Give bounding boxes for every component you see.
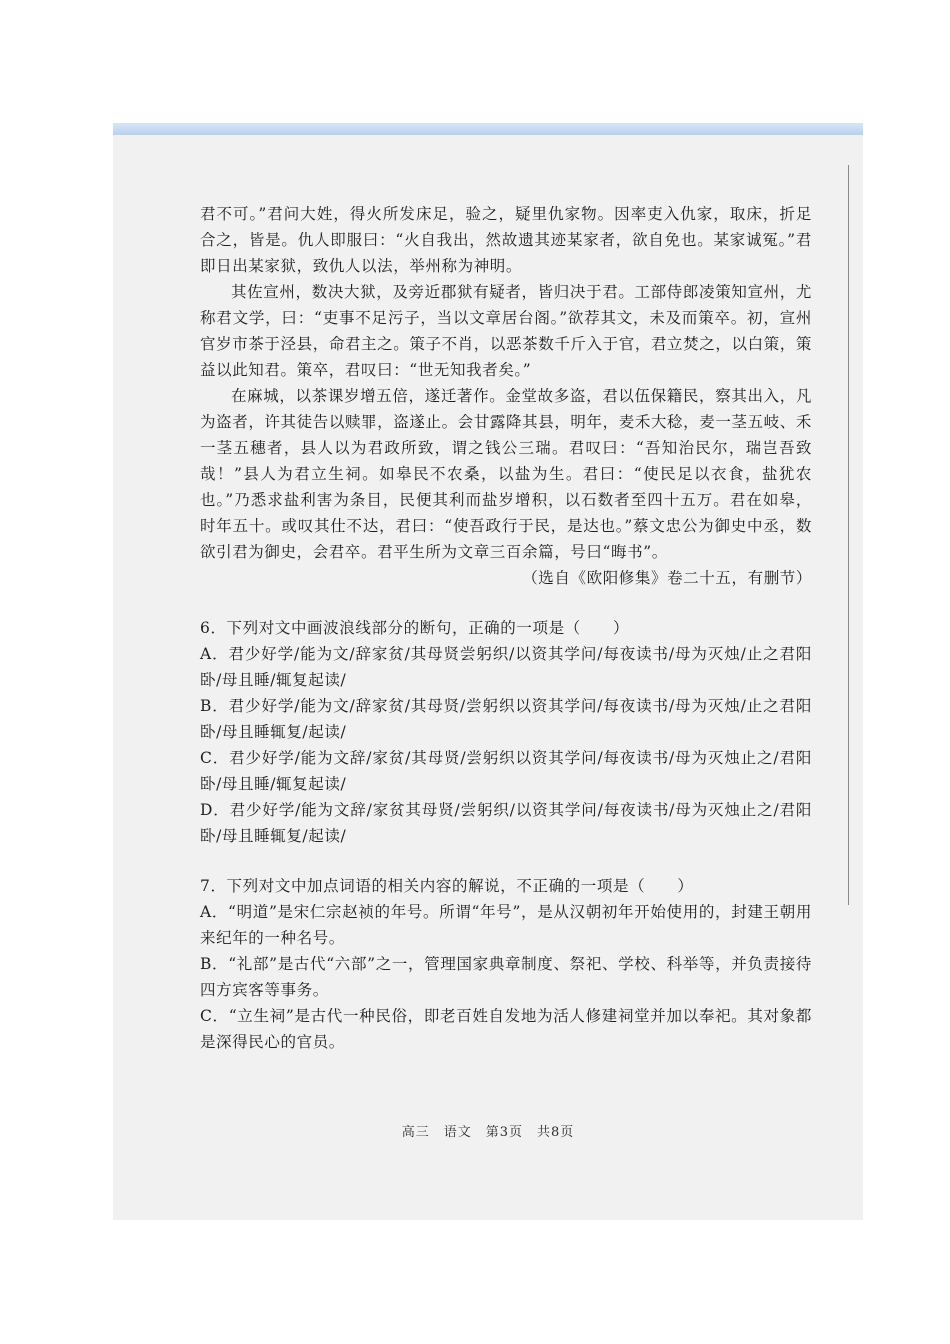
question-6-stem: 6．下列对文中画波浪线部分的断句，正确的一项是（ ）: [200, 619, 630, 637]
question-6-option-b: B．君少好学/能为文/辞家贫/其母贤/尝躬织以资其学问/每夜读书/母为灭烛/止之君阳卧/母且睡辄复/起读/: [200, 697, 812, 741]
page-edge-line: [848, 165, 849, 905]
question-7-option-c: C．“立生祠”是古代一种民俗，即老百姓自发地为活人修建祠堂并加以奉祀。其对象都是深得民心的官员。: [200, 1007, 812, 1051]
question-7-stem: 7．下列对文中加点词语的相关内容的解说，不正确的一项是（ ）: [200, 877, 694, 895]
scan-top-bar: [113, 123, 863, 135]
passage-paragraph-2: 其佐宣州，数决大狱，及旁近郡狱有疑者，皆归决于君。工部侍郎凌策知宣州，尤称君文学，曰：“吏事不足污子，当以文章居台阁。”欲荐其文，未及而策卒。初，宣州官岁市茶于泾县，命君主之。策子不肖，以恶茶数千斤入于官，君立焚之，以白策，策益以此知君。策卒，君叹曰：“世无知我者矣。”: [200, 283, 812, 379]
question-6: [200, 615, 812, 849]
page-footer: 高三 语文 第3页 共8页: [401, 1125, 575, 1140]
question-6-option-a: A．君少好学/能为文/辞家贫/其母贤尝躬织/以资其学问/每夜读书/母为灭烛/止之君阳卧/母且睡/辄复起读/: [200, 645, 812, 689]
passage-paragraph-3: 在麻城，以茶课岁增五倍，遂迁著作。金堂故多盗，君以伍保籍民，察其出入，凡为盗者，许其徒告以赎罪，盗遂止。会甘露降其县，明年，麦禾大稔，麦一茎五岐、禾一茎五穗者，县人以为君政所致，谓之钱公三瑞。君叹曰：“吾知治民尔，瑞岂吾致哉！”县人为君立生祠。如皋民不农桑，以盐为生。君曰：“使民足以衣食，盐犹农也。”乃悉求盐利害为条目，民便其利而盐岁增积，以石数者至四十五万。君在如皋，时年五十。或叹其仕不达，君曰：“使吾政行于民，是达也。”蔡文忠公为御史中丞，数欲引君为御史，会君卒。君平生所为文章三百余篇，号曰“晦书”。: [200, 387, 812, 561]
passage-paragraph-1: 君不可。”君问大姓，得火所发床足，验之，疑里仇家物。因率吏入仇家，取床，折足合之，皆是。仇人即服曰：“火自我出，然故遗其迹某家者，欲自免也。某家诚冤。”君即日出某家狱，致仇人以法，举州称为神明。: [200, 205, 812, 275]
question-7-option-a: A．“明道”是宋仁宗赵祯的年号。所谓“年号”，是从汉朝初年开始使用的，封建王朝用来纪年的一种名号。: [200, 903, 812, 947]
question-7: [200, 873, 812, 1055]
passage-source: （选自《欧阳修集》卷二十五，有删节）: [522, 569, 812, 587]
exam-content: [200, 201, 812, 1055]
question-6-option-c: C．君少好学/能为文辞/家贫/其母贤/尝躬织以资其学问/每夜读书/母为灭烛止之/君阳卧/母且睡/辄复起读/: [200, 749, 812, 793]
question-6-option-d: D．君少好学/能为文辞/家贫其母贤/尝躬织/以资其学问/每夜读书/母为灭烛止之/君阳卧/母且睡辄复/起读/: [200, 801, 812, 845]
question-7-option-b: B．“礼部”是古代“六部”之一，管理国家典章制度、祭祀、学校、科举等，并负责接待四方宾客等事务。: [200, 955, 812, 999]
scanned-page: [113, 135, 863, 1220]
